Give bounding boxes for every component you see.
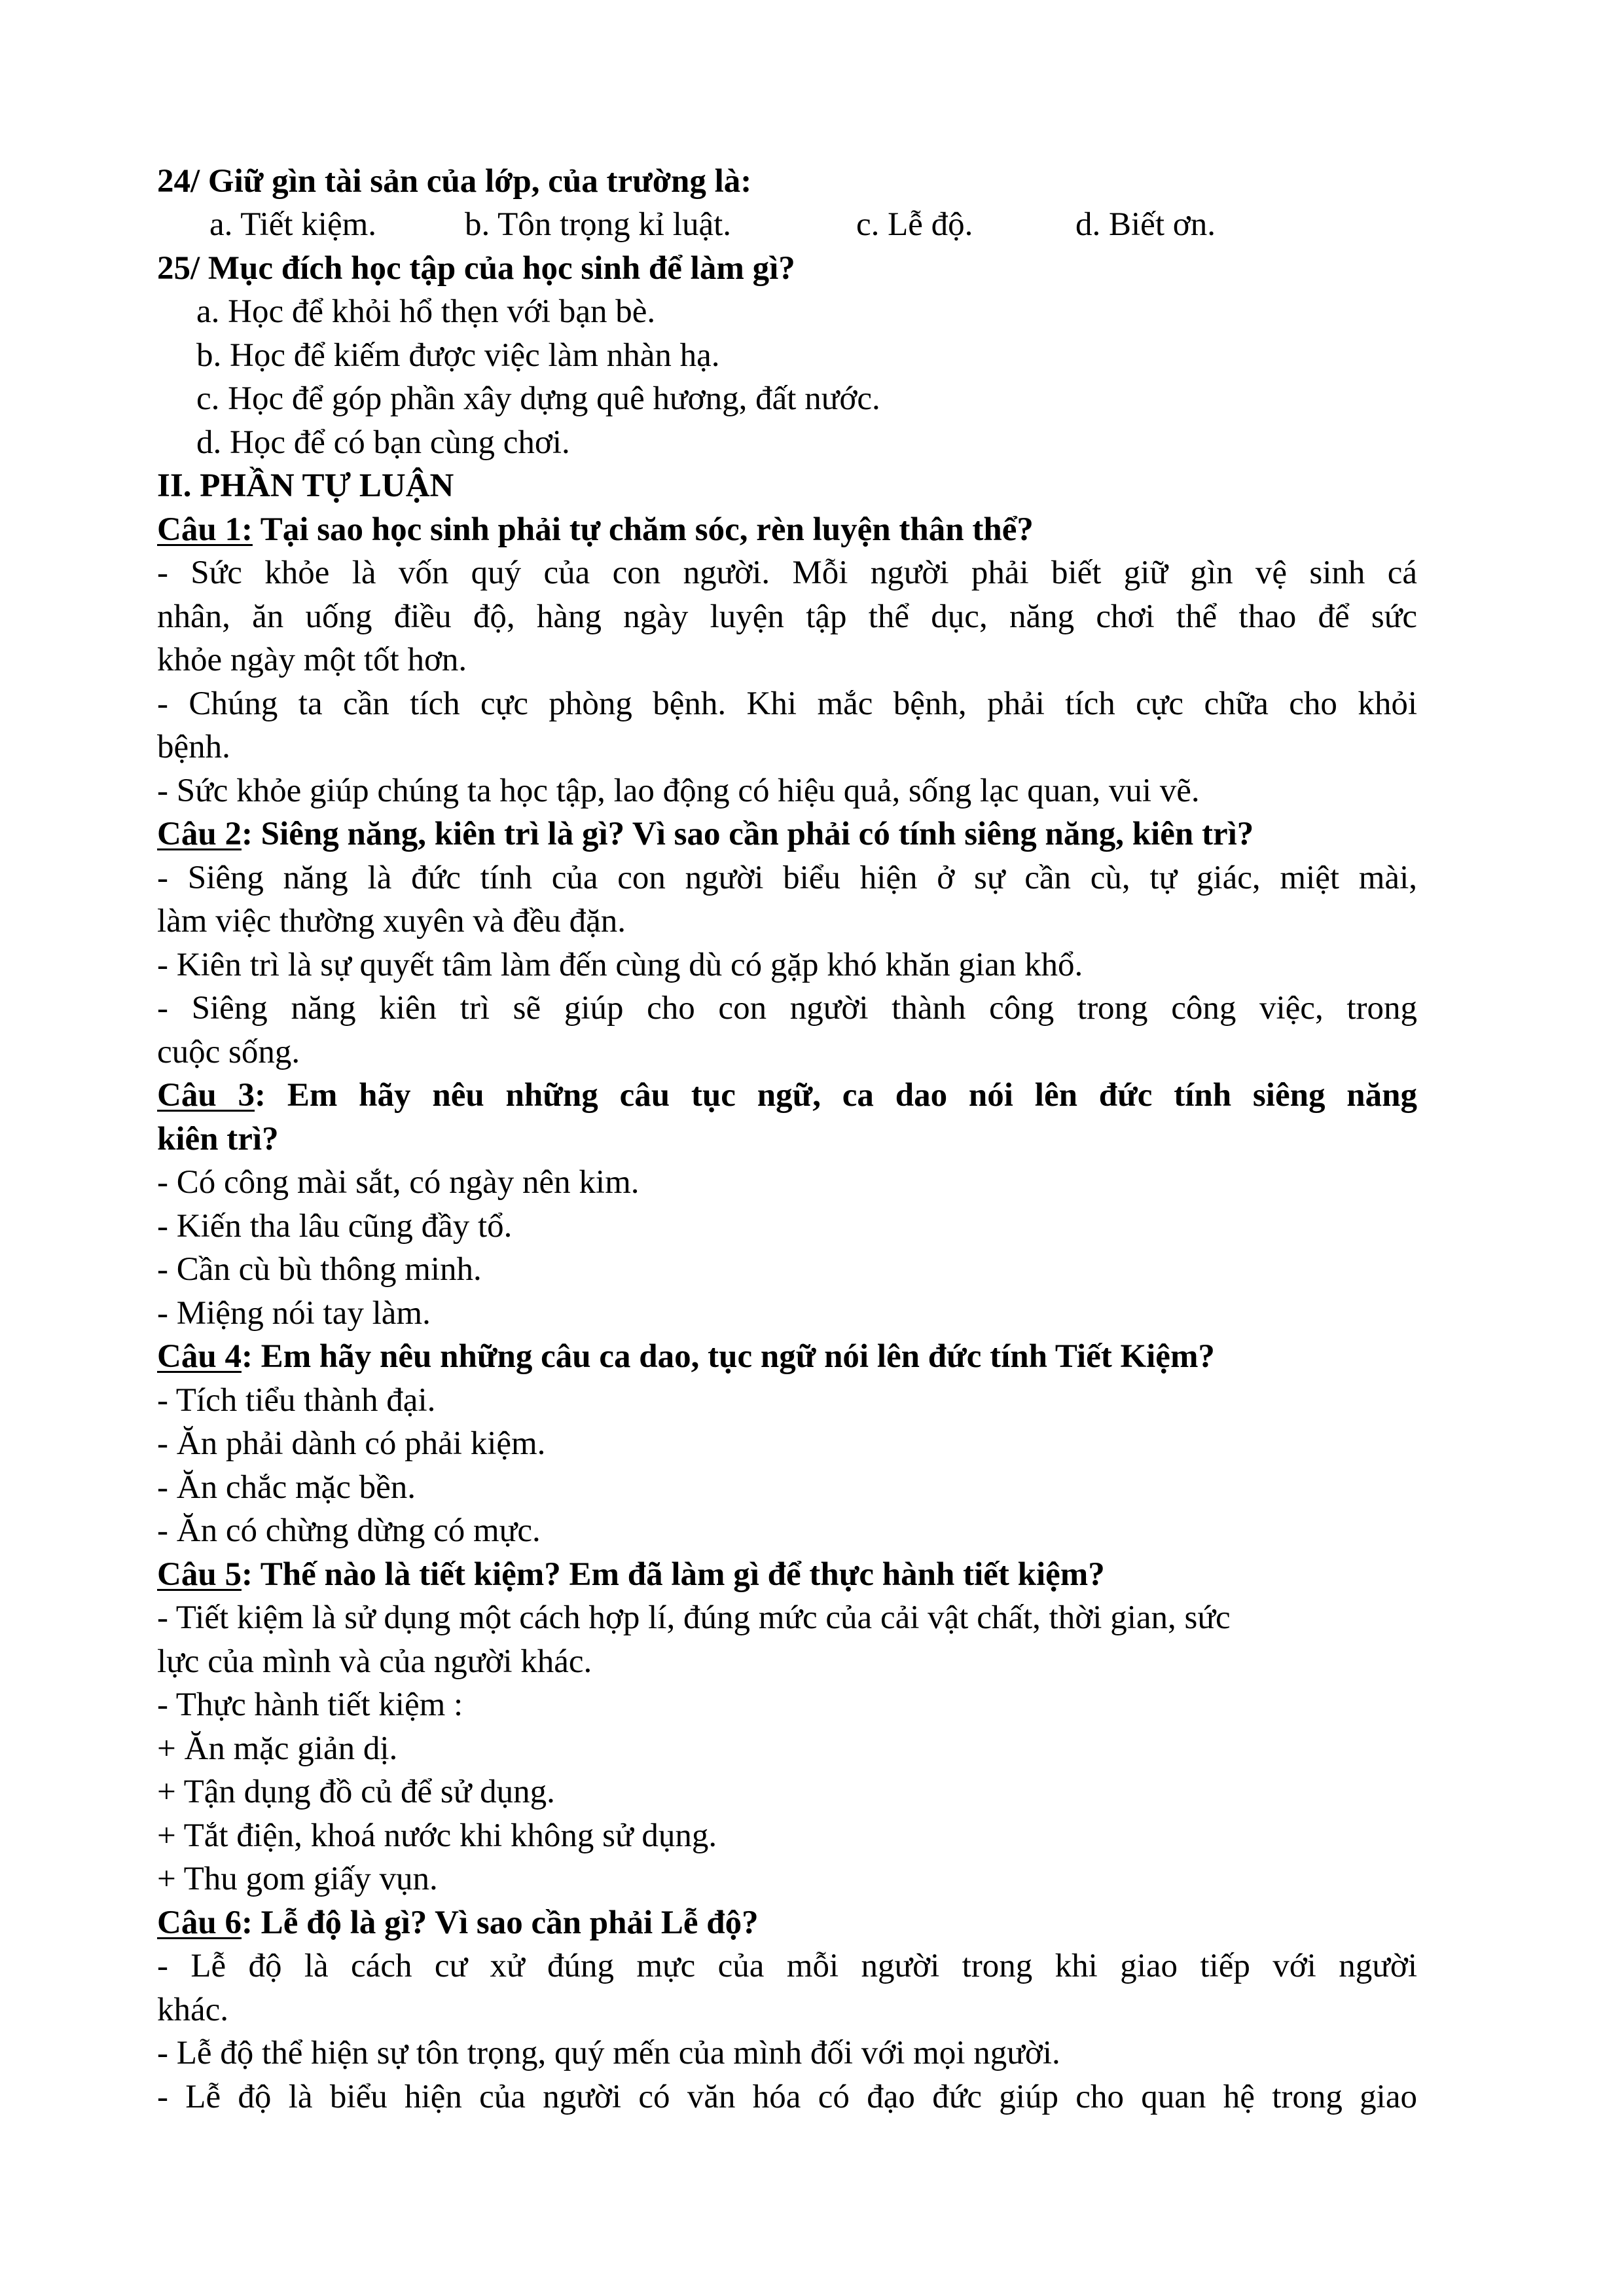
cau4-line: - Tích tiểu thành đại. [157,1382,436,1419]
cau1-line: khỏe ngày một tốt hơn. [157,642,467,678]
cau1-line: nhân, ăn uống điều độ, hàng ngày luyện tập thể dục, năng chơi thể thao để sức [157,598,1417,635]
q24-option-a: a. Tiết kiệm. [209,206,377,243]
cau2-label: Câu 2 [157,816,242,852]
cau3-line: - Có công mài sắt, có ngày nên kim. [157,1164,640,1201]
cau5-heading [157,1553,1417,1596]
cau3-question: : Em hãy nêu những câu tục ngữ, ca dao nói lên đức tính siêng năng [255,1077,1417,1114]
cau3-question-cont: kiên trì? [157,1121,279,1157]
cau1-label: Câu 1: [157,511,253,548]
q25-option-c: c. Học để góp phần xây dựng quê hương, đất nước. [196,380,880,417]
cau6-question: : Lễ độ là gì? Vì sao cần phải Lễ độ? [241,1904,759,1941]
cau1-line: - Chúng ta cần tích cực phòng bệnh. Khi mắc bệnh, phải tích cực chữa cho khỏi [157,685,1417,722]
cau6-label: Câu 6 [157,1904,242,1941]
cau3-label: Câu 3 [157,1077,255,1114]
cau4-line: - Ăn phải dành có phải kiệm. [157,1425,546,1462]
q24-options-row [157,203,1417,246]
cau3-line: - Cần cù bù thông minh. [157,1251,482,1288]
cau1-heading [157,508,1417,551]
cau5-line: + Thu gom giấy vụn. [157,1861,438,1897]
cau4-heading [157,1335,1417,1378]
q24-option-c: c. Lễ độ. [856,206,973,243]
cau1-line: - Sức khỏe là vốn quý của con người. Mỗi người phải biết giữ gìn vệ sinh cá [157,555,1417,591]
cau6-line: - Lễ độ là cách cư xử đúng mực của mỗi người trong khi giao tiếp với người [157,1948,1417,1984]
cau6-line: - Lễ độ là biểu hiện của người có văn hóa có đạo đức giúp cho quan hệ trong giao [157,2079,1417,2115]
cau5-label: Câu 5 [157,1556,242,1593]
cau1-line: bệnh. [157,729,230,765]
cau4-line: - Ăn chắc mặc bền. [157,1469,416,1506]
cau2-question: : Siêng năng, kiên trì là gì? Vì sao cần phải có tính siêng năng, kiên trì? [241,816,1254,852]
q25-option-b: b. Học để kiếm được việc làm nhàn hạ. [196,337,720,374]
cau1-question: Tại sao học sinh phải tự chăm sóc, rèn luyện thân thể? [252,511,1034,548]
q25-option-d: d. Học để có bạn cùng chơi. [196,424,570,461]
cau5-line: + Tắt điện, khoá nước khi không sử dụng. [157,1817,717,1854]
cau5-line: - Tiết kiệm là sử dụng một cách hợp lí, đúng mức của cải vật chất, thời gian, sức [157,1599,1231,1636]
cau6-heading [157,1901,1417,1944]
cau2-heading [157,812,1417,856]
cau5-line: + Tận dụng đồ củ để sử dụng. [157,1774,555,1810]
cau2-line: làm việc thường xuyên và đều đặn. [157,903,626,939]
cau5-line: lực của mình và của người khác. [157,1643,592,1680]
cau4-label: Câu 4 [157,1338,242,1375]
cau3-line: - Miệng nói tay làm. [157,1295,431,1332]
q25-title: 25/ Mục đích học tập của học sinh để làm gì? [157,250,795,287]
cau4-question: : Em hãy nêu những câu ca dao, tục ngữ nói lên đức tính Tiết Kiệm? [241,1338,1215,1375]
cau2-line: - Siêng năng kiên trì sẽ giúp cho con người thành công trong công việc, trong [157,990,1417,1027]
q24-title: 24/ Giữ gìn tài sản của lớp, của trường là: [157,163,752,200]
cau2-line: - Siêng năng là đức tính của con người biểu hiện ở sự cần cù, tự giác, miệt mài, [157,860,1417,896]
cau3-heading [157,1074,1417,1117]
cau2-line: - Kiên trì là sự quyết tâm làm đến cùng dù có gặp khó khăn gian khổ. [157,947,1083,983]
cau1-line: - Sức khỏe giúp chúng ta học tập, lao động có hiệu quả, sống lạc quan, vui vẽ. [157,773,1200,809]
cau2-line: cuộc sống. [157,1034,300,1070]
q24-option-b: b. Tôn trọng kỉ luật. [465,206,732,243]
section-title: II. PHẦN TỰ LUẬN [157,467,454,504]
cau6-line: - Lễ độ thể hiện sự tôn trọng, quý mến của mình đối với mọi người. [157,2035,1060,2071]
cau6-line: khác. [157,1992,229,2028]
cau5-question: : Thế nào là tiết kiệm? Em đã làm gì để thực hành tiết kiệm? [241,1556,1105,1593]
cau5-line: - Thực hành tiết kiệm : [157,1686,463,1723]
cau4-line: - Ăn có chừng dừng có mực. [157,1512,541,1549]
cau3-line: - Kiến tha lâu cũng đầy tổ. [157,1208,513,1245]
q25-option-a: a. Học để khỏi hổ thẹn với bạn bè. [196,293,656,330]
cau5-line: + Ăn mặc giản dị. [157,1730,398,1767]
q24-option-d: d. Biết ơn. [1075,206,1216,243]
